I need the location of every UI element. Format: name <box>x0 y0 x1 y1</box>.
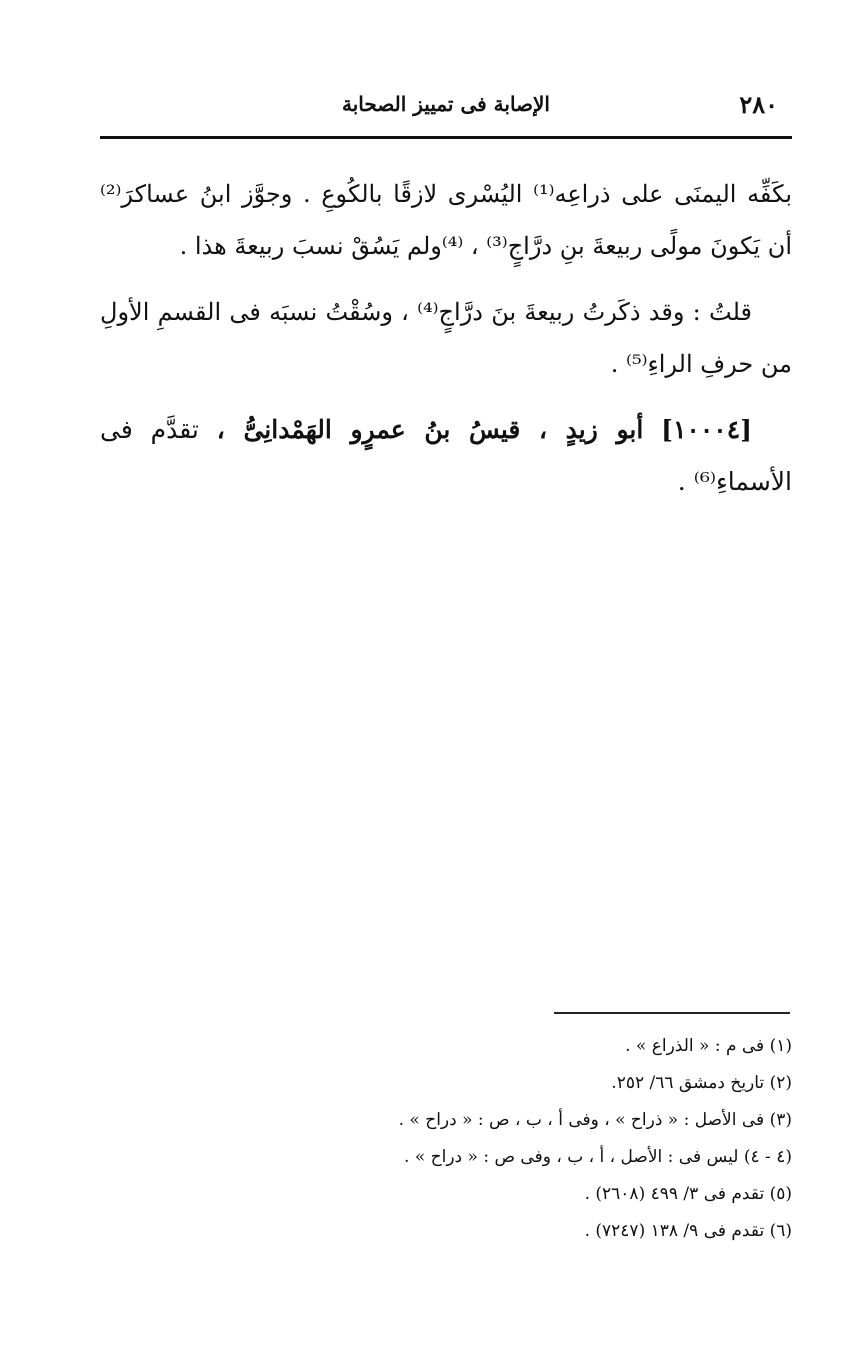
footnote-rule <box>554 1012 790 1014</box>
paragraph-1: بكَفِّه اليمنَى على ذراعِه⁽¹⁾ اليُسْرى لازقًا بالكُوعِ . وجوَّز ابنُ عساكرَ⁽²⁾ أن يَكونَ مولًى ربيعةَ بنِ درَّاجٍ⁽³⁾ ، ⁽⁴⁾ولم يَسُقْ نسبَ ربيعةَ هذا . <box>100 180 793 260</box>
entry-paragraph <box>100 404 792 508</box>
entry-name: أبو زيدٍ ، قيسُ بنُ عمرٍو الهَمْدانِىُّ ، <box>216 415 644 444</box>
footnote-4: (٤ - ٤) ليس فى : الأصل ، أ ، ب ، وفى ص : « دراح » . <box>404 1147 792 1167</box>
page-number: ٢٨٠ <box>739 90 778 119</box>
main-text <box>100 168 792 522</box>
footnotes-list <box>100 1028 792 1250</box>
running-title: الإصابة فى تمييز الصحابة <box>342 92 550 116</box>
paragraph-2: قلتُ : وقد ذكَرتُ ربيعةَ بنَ درَّاجٍ⁽⁴⁾ ، وسُقْتُ نسبَه فى القسمِ الأولِ من حرفِ الراءِ⁽⁵⁾ . <box>100 298 792 378</box>
page-header <box>100 86 792 126</box>
footnote-1: (١) فى م : « الذراع » . <box>625 1036 792 1056</box>
entry-number: [١٠٠٠٤] <box>661 415 752 444</box>
entry-rest: تقدَّم فى الأسماءِ⁽⁶⁾ . <box>100 415 792 496</box>
footnote-6: (٦) تقدم فى ٩/ ١٣٨ (٧٢٤٧) . <box>584 1221 792 1241</box>
header-rule <box>100 136 792 139</box>
footnote-5: (٥) تقدم فى ٣/ ٤٩٩ (٢٦٠٨) . <box>584 1184 792 1204</box>
footnote-2: (٢) تاريخ دمشق ٦٦/ ٢٥٢. <box>611 1073 792 1093</box>
footnote-3: (٣) فى الأصل : « ذراح » ، وفى أ ، ب ، ص : « دراح » . <box>398 1110 792 1130</box>
